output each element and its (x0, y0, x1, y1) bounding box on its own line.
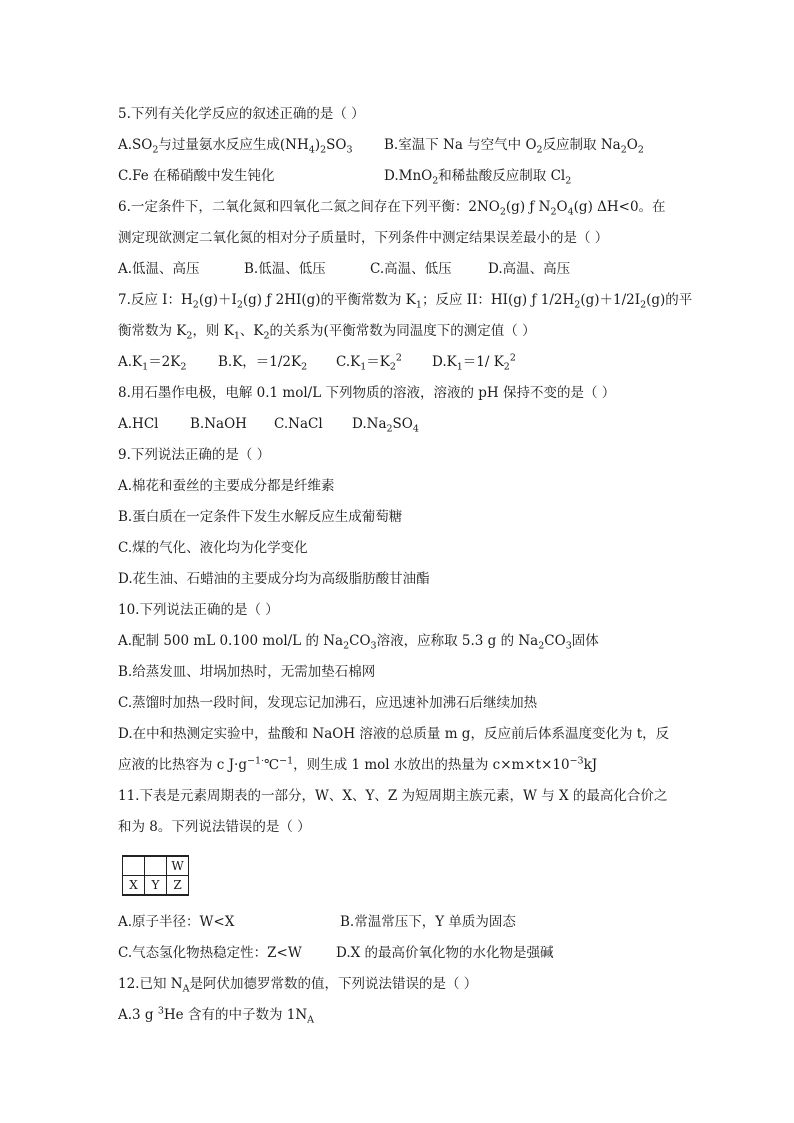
question-7-stem-line1: 7.反应 I：$H_2(g)+I_2(g)$ ƒ 2HI(g)的平衡常数为 $K_1$；反应 II：HI(g) ƒ $1/2H_2(g)+1/2I_2(g)$的平 (118, 292, 693, 311)
question-11-options-ab (118, 912, 694, 932)
question-11-options-cd (118, 943, 694, 963)
q8-option-a: A.HCl (118, 416, 159, 432)
question-9-stem: 9.下列说法正确的是（ ） (118, 447, 271, 463)
q10-option-d-line1: D.在中和热测定实验中，盐酸和 NaOH 溶液的总质量 m g，反应前后体系温度变化为 t，反 (118, 726, 670, 742)
question-6-stem-line2: 测定现欲测定二氧化氮的相对分子质量时，下列条件中测定结果误差最小的是（ ） (118, 230, 609, 246)
q6-option-a: A.低温、高压 (118, 261, 200, 277)
table-cell-y: Y (145, 876, 167, 896)
q5-option-d: D.MnO$_2$和稀盐酸反应制取 $Cl_2$ (384, 168, 572, 187)
q11-option-a: A.原子半径：W<X (118, 914, 235, 930)
q9-option-d: D.花生油、石蜡油的主要成分均为高级脂肪酸甘油酯 (118, 571, 430, 587)
q9-option-a: A.棉花和蚕丝的主要成分都是纤维素 (118, 478, 335, 494)
question-11-stem-line1: 11.下表是元素周期表的一部分，W、X、Y、Z 为短周期主族元素，W 与 X 的最高化合价之 (118, 788, 668, 804)
question-11-stem-line2: 和为 8。下列说法错误的是（ ） (118, 819, 311, 835)
question-8-stem: 8.用石墨作电极，电解 0.1 mol/L 下列物质的溶液，溶液的 pH 保持不变的是（ ） (118, 385, 616, 401)
q7-option-c: $C.K_1=K_2^2$ (336, 352, 402, 373)
q8-option-c: C.NaCl (274, 416, 323, 432)
question-5-options-cd (118, 166, 694, 186)
q6-option-b: B.低温、低压 (244, 261, 326, 277)
q7-option-d: $D.K_1=1/$ $K_2^2$ (432, 352, 516, 373)
question-6-stem-line1: 6.一定条件下，二氧化氮和四氧化二氮之间存在下列平衡：$2NO_2(g)$ ƒ $N_2O_4(g)$ ΔH<0。在 (118, 199, 666, 218)
question-6-options (118, 259, 694, 279)
question-7-options (118, 352, 694, 372)
q5-option-a: $A.SO_2$与过量氨水反应生成$(NH_4)_2SO_3$ (118, 137, 353, 156)
q10-option-a: A.配制 500 mL 0.100 mol/L 的 $Na_2CO_3$溶液，应称取 5.3 g 的 $Na_2CO_3$固体 (118, 633, 599, 652)
table-cell-z: Z (167, 876, 189, 896)
table-cell (145, 856, 167, 876)
question-5-options-ab (118, 135, 694, 155)
q7-option-b: B.K，$=1/2K_2$ (218, 354, 308, 373)
q8-option-b: B.NaOH (190, 416, 247, 432)
q11-option-b: B.常温常压下，Y 单质为固态 (340, 914, 516, 930)
question-8-options (118, 414, 694, 434)
table-cell-w: W (167, 856, 189, 876)
table-cell (123, 856, 145, 876)
question-10-stem: 10.下列说法正确的是（ ） (118, 602, 279, 618)
q11-option-d: D.X 的最高价氧化物的水化物是强碱 (336, 945, 554, 961)
table-row (123, 876, 189, 896)
q9-option-c: C.煤的气化、液化均为化学变化 (118, 540, 308, 556)
periodic-table-fragment (122, 855, 189, 896)
q11-option-c: C.气态氢化物热稳定性：Z<W (118, 945, 302, 961)
q5-option-b: B.室温下 Na 与空气中 $O_2$反应制取 $Na_2O_2$ (384, 137, 644, 156)
question-7-stem-line2: 衡常数为 $K_2$，则 $K_1$、$K_2$的关系为(平衡常数为同温度下的测定值（ ） (118, 323, 536, 342)
q5-option-c: C.Fe 在稀硝酸中发生钝化 (118, 168, 275, 184)
table-row (123, 856, 189, 876)
question-12-stem: 12.已知 $N_A$是阿伏加德罗常数的值，下列说法错误的是（ ） (118, 976, 478, 995)
q8-option-d: $D.Na_2SO_4$ (352, 416, 419, 435)
q6-option-c: C.高温、低压 (370, 261, 452, 277)
q9-option-b: B.蛋白质在一定条件下发生水解反应生成葡萄糖 (118, 509, 403, 525)
q10-option-c: C.蒸馏时加热一段时间，发现忘记加沸石，应迅速补加沸石后继续加热 (118, 695, 538, 711)
q12-option-a: A.3 g $^3$He 含有的中子数为 $1N_A$ (118, 1005, 315, 1026)
q7-option-a: $A.K_1=2K_2$ (118, 354, 187, 373)
table-cell-x: X (123, 876, 145, 896)
q6-option-d: D.高温、高压 (488, 261, 571, 277)
q10-option-b: B.给蒸发皿、坩埚加热时，无需加垫石棉网 (118, 664, 376, 680)
q10-option-d-line2: 应液的比热容为 c $J\cdot g^{-1\cdot}℃^{-1}$，则生成 1 mol 水放出的热量为 $c\times m\times t\times 10^{-3}kJ$ (118, 755, 598, 773)
question-5-stem: 5.下列有关化学反应的叙述正确的是（ ） (118, 106, 365, 122)
